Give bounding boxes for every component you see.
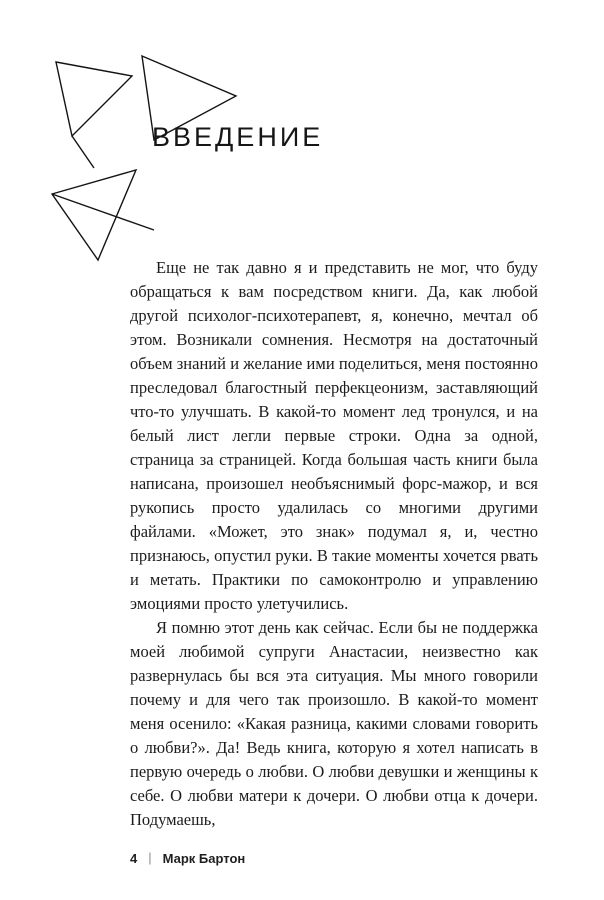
footer-separator: | [148, 850, 152, 865]
connector-line [72, 136, 94, 168]
paragraph-2: Я помню этот день как сейчас. Если бы не поддержка моей любимой супруги Анастасии, неизвестно как развернулась бы вся эта ситуация. Мы много говорили почему и для чего так произошло. В какой-то момент меня осенило: «Какая разница, какими словами говорить о любви?». Да! Ведь книга, которую я хотел написать в первую очередь о любви. О любви девушки и женщины к себе. О любви матери к дочери. О любви отца к дочери. Подумаешь, [130, 618, 538, 829]
page-footer [130, 851, 245, 866]
triangle-line-art-decoration [42, 46, 242, 266]
body-text [130, 256, 538, 832]
page-number: 4 [130, 851, 138, 866]
chapter-title: ВВЕДЕНИЕ [152, 122, 324, 152]
triangle-shape [56, 62, 132, 136]
paragraph-1: Еще не так давно я и представить не мог, что буду обращаться к вам посредством книги. Да, как любой другой психолог-психотерапевт, я, конечно, мечтал об этом. Возникали сомнения. Несмотря на достаточный объем знаний и желание ими поделиться, меня постоянно преследовал благостный перфекцеонизм, заставляющий что-то улучшать. В какой-то момент лед тронулся, и на белый лист легли первые строки. Одна за одной, страница за страницей. Когда большая часть книги была написана, произошел необъяснимый форс-мажор, и вся рукопись просто удалилась со многими другими файлами. «Может, это знак» подумал я, и, честно признаюсь, опустил руки. В такие моменты хочется рвать и метать. Практики по самоконтролю и управлению эмоциями просто улетучились. [130, 258, 538, 613]
triangle-shape [52, 170, 136, 260]
author-name: Марк Бартон [162, 851, 246, 866]
crossing-line [52, 194, 154, 230]
